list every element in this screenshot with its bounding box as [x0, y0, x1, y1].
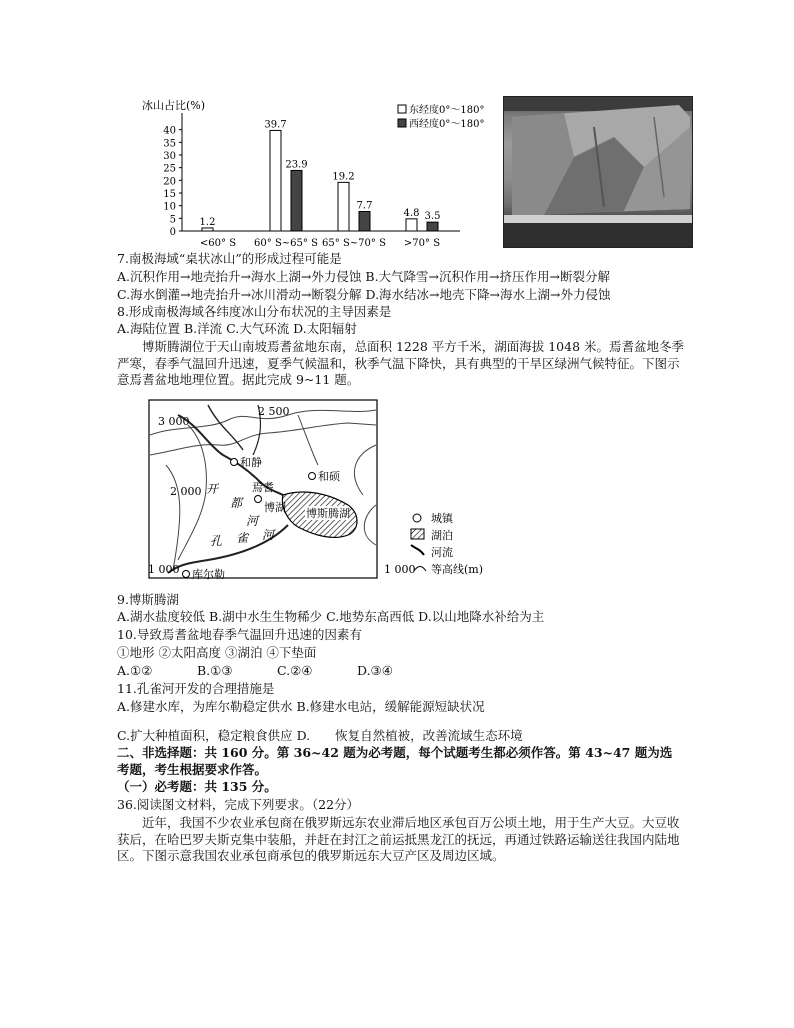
y-tick-label: 35	[163, 138, 176, 150]
y-tick-label: 25	[163, 163, 176, 175]
bar-east-label: 1.2	[199, 216, 216, 228]
bar-east-label: 4.8	[403, 207, 420, 219]
legend-swatch-east	[398, 105, 406, 113]
contour-3000: 3 000	[158, 415, 190, 428]
y-tick-label: 30	[163, 151, 176, 162]
town-bohu: 博湖	[264, 501, 286, 514]
contour-2000: 2 000	[170, 485, 202, 498]
tabular-iceberg-photo	[503, 96, 693, 248]
q11-options-cd: C.扩大种植面积，稳定粮食供应 D. 恢复自然植被，改善流域生态环境	[117, 728, 523, 743]
q7-options-ab: A.沉积作用→地壳抬升→海水上湖→外力侵蚀 B.大气降雪→沉积作用→挤压作用→断裂分解	[117, 269, 610, 284]
intro-bosten: 博斯腾湖位于天山南坡焉耆盆地东南，总面积 1228 平方千米，湖面海拔 1048 米。焉耆盆地冬季严寒，春季气温回升迅速，夏季气候温和，秋季气温下降快，具有典型的干旱区绿洲气候特征。下图示意焉耆盆地地理位置。据此完成 9~11 题。	[117, 339, 685, 387]
contour-2500: 2 500	[258, 405, 290, 418]
bar-west-label: 7.7	[356, 200, 373, 212]
legend-town: 城镇	[431, 512, 453, 525]
q7-options-cd: C.海水倒灌→地壳抬升→冰川滑动→断裂分解 D.海水结冰→地壳下降→海水上湖→外力侵蚀	[117, 287, 611, 302]
y-tick-label: 40	[163, 125, 176, 137]
y-tick-label: 5	[169, 214, 176, 226]
section2-heading-cont: 考题，考生根据要求作答。	[117, 762, 268, 777]
bar-west	[427, 222, 438, 231]
town-hejing-marker	[231, 459, 238, 466]
iceberg-bar-chart	[140, 95, 495, 253]
town-yanqi-marker	[255, 496, 262, 503]
bar-east	[338, 182, 349, 231]
x-category-label: 65° S~70° S	[322, 238, 386, 249]
river-label-kai: 开	[206, 482, 219, 496]
legend-river: 河流	[431, 546, 453, 559]
bar-west-label: 23.9	[285, 159, 308, 171]
town-korla: 库尔勒	[192, 568, 225, 581]
contour-1000: 1 000	[148, 563, 180, 576]
y-tick-label: 0	[169, 227, 176, 238]
q10-option-b: B.①③	[197, 663, 233, 678]
river-label-que: 雀	[236, 531, 249, 545]
bar-west	[291, 170, 302, 231]
q9-options: A.湖水盐度较低 B.湖中水生生物稀少 C.地势东高西低 D.以山地降水补给为主	[117, 609, 545, 624]
bar-east-label: 19.2	[332, 171, 355, 183]
river-label-kong: 孔	[210, 534, 223, 548]
q8-options: A.海陆位置 B.洋流 C.大气环流 D.太阳辐射	[117, 321, 357, 336]
q10-option-d: D.③④	[357, 663, 393, 678]
river-label-he1: 河	[246, 514, 259, 528]
q8-stem: 8.形成南极海域各纬度冰山分布状况的主导因素是	[117, 304, 392, 319]
yanqi-basin-map	[148, 395, 508, 585]
bar-east	[202, 228, 213, 231]
q10-options	[117, 663, 437, 679]
bar-west	[359, 211, 370, 231]
y-tick-label: 20	[163, 176, 176, 188]
q10-option-a: A.①②	[117, 663, 153, 678]
river-label-du: 都	[230, 496, 243, 510]
legend-east: 东经度0°～180°	[409, 105, 485, 116]
town-hejing: 和静	[240, 456, 262, 469]
town-yanqi: 焉耆	[252, 481, 274, 494]
bars	[200, 119, 441, 231]
x-category-label: <60° S	[199, 238, 237, 249]
bar-west-label: 3.5	[424, 211, 441, 223]
q36-stem: 36.阅读图文材料，完成下列要求。（22分）	[117, 797, 360, 812]
chart-ylabel: 冰山占比(%)	[142, 99, 206, 112]
river-label-he2: 河	[262, 528, 275, 542]
q9-stem: 9.博斯腾湖	[117, 592, 179, 607]
legend-lake: 湖泊	[431, 529, 453, 542]
q11-stem: 11.孔雀河开发的合理措施是	[117, 681, 275, 696]
required-section-heading: （一）必考题：共 135 分。	[117, 779, 277, 794]
town-korla-marker	[183, 571, 190, 578]
bar-east	[406, 219, 417, 231]
town-heshuo: 和硕	[318, 470, 340, 483]
legend-west: 西经度0°～180°	[409, 119, 485, 130]
legend-contour-value: 1 000	[384, 563, 416, 576]
q7-stem: 7.南极海域“桌状冰山”的形成过程可能是	[117, 251, 342, 266]
q36-material: 近年，我国不少农业承包商在俄罗斯远东农业滞后地区承包百万公顷土地，用于生产大豆。大豆收获后，在哈巴罗夫斯克集中装船，并赶在封江之前运抵黑龙江的抚远，再通过铁路运输送往我国内陆地区。下图示意我国农业承包商承包的俄罗斯远东大豆产区及周边区域。	[117, 815, 680, 863]
y-tick-label: 15	[163, 189, 176, 200]
bar-east	[270, 130, 281, 231]
q10-items: ①地形 ②太阳高度 ③湖泊 ④下垫面	[117, 645, 317, 660]
section2-heading: 二、非选择题：共 160 分。第 36~42 题为必考题，每个试题考生都必须作答。第 43~47 题为选	[117, 745, 673, 760]
x-categories	[200, 238, 440, 249]
chart-legend	[398, 103, 484, 130]
map-legend	[384, 511, 483, 576]
x-category-label: 60° S~65° S	[254, 238, 318, 249]
lake-label: 博斯腾湖	[306, 507, 350, 520]
town-heshuo-marker	[309, 473, 316, 480]
q11-options-ab: A.修建水库，为库尔勒稳定供水 B.修建水电站，缓解能源短缺状况	[117, 699, 485, 714]
y-tick-label: 10	[163, 201, 176, 213]
q10-stem: 10.导致焉耆盆地春季气温回升迅速的因素有	[117, 627, 362, 642]
legend-swatch-west	[398, 119, 406, 127]
q10-option-c: C.②④	[277, 663, 313, 678]
bar-east-label: 39.7	[264, 119, 287, 131]
legend-contour: 等高线(m)	[431, 563, 484, 576]
x-category-label: >70° S	[403, 238, 441, 249]
